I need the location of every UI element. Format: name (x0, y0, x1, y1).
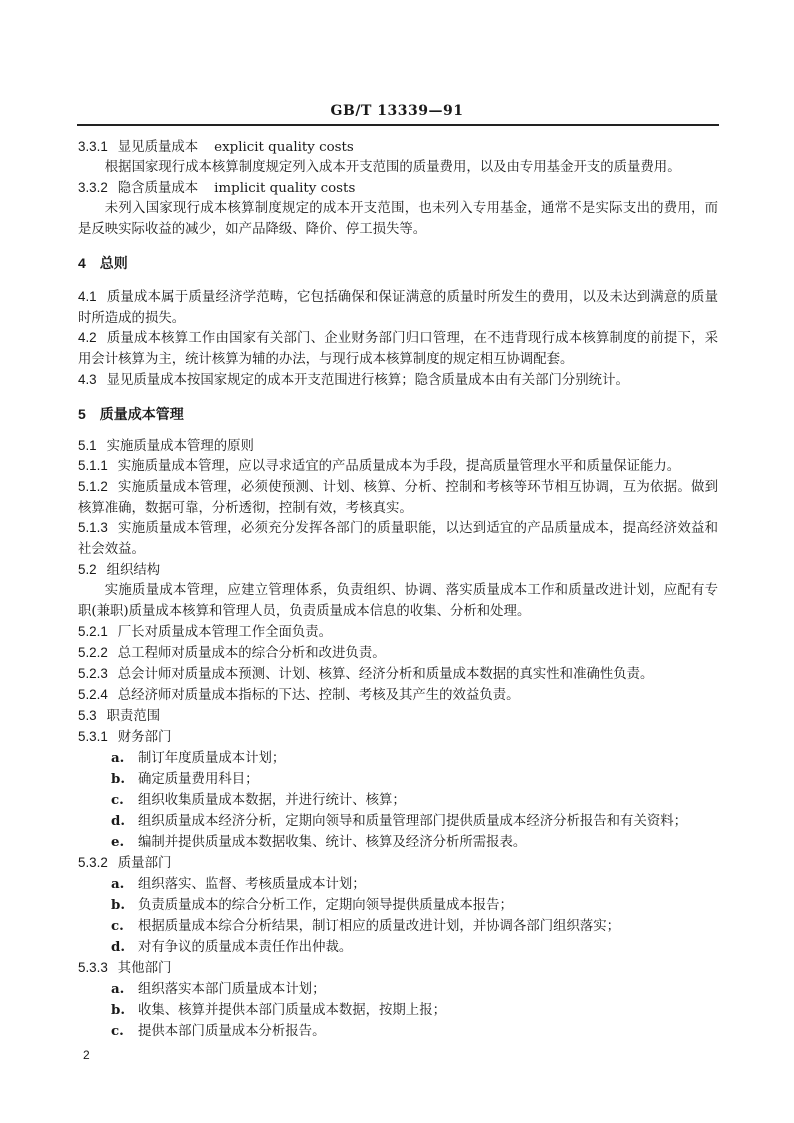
clause-5-1-2 (78, 477, 718, 520)
clause-number: 5.2 (78, 562, 97, 577)
list-item (111, 1000, 721, 1022)
clause-5-2-heading (78, 560, 718, 582)
clause-text: 质量成本核算工作由国家有关部门、企业财务部门归口管理，在不违背现行成本核算制度的前提下，采用会计核算为主，统计核算为辅的办法，与现行成本核算制度的规定相互协调配套。 (78, 331, 718, 367)
clause-title: 财务部门 (117, 730, 172, 745)
list-item (111, 832, 721, 854)
list-marker: b. (111, 1002, 126, 1018)
clause-4-3 (78, 370, 718, 392)
clause-5-2-3 (78, 664, 718, 686)
list-text: 根据质量成本综合分析结果，制订相应的质量改进计划，并协调各部门组织落实； (138, 919, 621, 934)
clause-title: 其他部门 (117, 961, 172, 976)
list-text: 组织落实本部门质量成本计划； (138, 982, 326, 997)
list-item (111, 1021, 721, 1043)
list-text: 编制并提供质量成本数据收集、统计、核算及经济分析所需报表。 (138, 835, 527, 850)
list-text: 确定质量费用科目； (138, 772, 259, 787)
clause-3-3-1-text: 根据国家现行成本核算制度规定列入成本开支范围的质量费用，以及由专用基金开支的质量费用。 (104, 160, 681, 175)
list-text: 提供本部门质量成本分析报告。 (138, 1024, 326, 1039)
clause-number: 5.2.2 (78, 645, 108, 660)
clause-3-3-1-heading (78, 137, 718, 159)
clause-text: 显见质量成本按国家规定的成本开支范围进行核算；隐含质量成本由有关部门分别统计。 (106, 373, 629, 388)
clause-number: 5.1 (78, 438, 97, 453)
clause-5-3-2-heading (78, 853, 718, 875)
clause-5-1-1 (78, 456, 718, 478)
list-text: 组织收集质量成本数据，并进行统计、核算； (138, 793, 406, 808)
section-title: 质量成本管理 (99, 406, 184, 422)
list-text: 组织落实、监督、考核质量成本计划； (138, 877, 366, 892)
list-marker: c. (111, 792, 124, 808)
list-marker: a. (111, 876, 125, 892)
list-item (111, 895, 721, 917)
clause-3-3-2-text: 未列入国家现行成本核算制度规定的成本开支范围，也未列入专用基金，通常不是实际支出的费用，而是反映实际收益的减少，如产品降级、降价、停工损失等。 (78, 201, 718, 237)
clause-5-3-heading (78, 706, 718, 728)
clause-5-2-1 (78, 622, 718, 644)
clause-number: 5.2.4 (78, 687, 108, 702)
clause-number: 3.3.1 (78, 139, 108, 154)
clause-number: 4.2 (78, 330, 97, 345)
list-marker: d. (111, 813, 126, 829)
clause-title: 职责范围 (106, 709, 161, 724)
clause-title: 隐含质量成本 (117, 181, 199, 196)
list-item (111, 811, 721, 833)
list-text: 制订年度质量成本计划； (138, 751, 286, 766)
clause-english-term: explicit quality costs (214, 140, 354, 155)
clause-text: 实施质量成本管理，必须充分发挥各部门的质量职能，以达到适宜的产品质量成本，提高经济效益和社会效益。 (78, 521, 718, 557)
clause-text: 厂长对质量成本管理工作全面负责。 (117, 625, 333, 640)
clause-number: 5.2.3 (78, 666, 108, 681)
page-number: 2 (83, 1048, 90, 1062)
clause-text: 总经济师对质量成本指标的下达、控制、考核及其产生的效益负责。 (117, 688, 520, 703)
section-number: 5 (78, 406, 86, 422)
list-marker: c. (111, 918, 124, 934)
list-marker: a. (111, 981, 125, 997)
list-text: 对有争议的质量成本责任作出仲裁。 (138, 940, 353, 955)
list-marker: d. (111, 939, 126, 955)
clause-number: 5.2.1 (78, 624, 108, 639)
clause-5-3-1-heading (78, 727, 718, 749)
clause-5-3-3-heading (78, 958, 718, 980)
clause-number: 5.3.2 (78, 855, 108, 870)
list-marker: b. (111, 897, 126, 913)
list-item (111, 874, 721, 896)
clause-title: 组织结构 (106, 563, 161, 578)
list-marker: e. (111, 834, 125, 850)
clause-3-3-2-heading (78, 178, 718, 200)
clause-number: 4.3 (78, 372, 97, 387)
section-title: 总则 (99, 255, 128, 271)
list-text: 组织质量成本经济分析，定期向领导和质量管理部门提供质量成本经济分析报告和有关资料； (138, 814, 688, 829)
clause-english-term: implicit quality costs (214, 181, 356, 196)
clause-text: 实施质量成本管理，必须使预测、计划、核算、分析、控制和考核等环节相互协调，互为依据。做到核算准确，数据可靠，分析透彻，控制有效，考核真实。 (78, 480, 718, 516)
clause-5-1-heading (78, 436, 718, 458)
list-item (111, 916, 721, 938)
clause-title: 显见质量成本 (117, 140, 199, 155)
list-text: 负责质量成本的综合分析工作，定期向领导提供质量成本报告； (138, 898, 513, 913)
list-item (111, 937, 721, 959)
list-item (111, 790, 721, 812)
clause-text: 总工程师对质量成本的综合分析和改进负责。 (117, 646, 386, 661)
list-item (111, 748, 721, 770)
clause-number: 5.1.2 (78, 479, 108, 494)
list-item (111, 979, 721, 1001)
clause-5-1-3 (78, 518, 718, 561)
section-5-heading (78, 404, 718, 425)
clause-number: 3.3.2 (78, 180, 108, 195)
clause-text: 质量成本属于质量经济学范畴，它包括确保和保证满意的质量时所发生的费用，以及未达到满意的质量时所造成的损失。 (78, 290, 718, 326)
header-rule (77, 124, 719, 126)
clause-number: 5.3.3 (78, 960, 108, 975)
clause-5-2-4 (78, 685, 718, 707)
section-number: 4 (78, 255, 86, 271)
clause-title: 实施质量成本管理的原则 (106, 439, 254, 454)
list-marker: b. (111, 771, 126, 787)
clause-text: 总会计师对质量成本预测、计划、核算、经济分析和质量成本数据的真实性和准确性负责。 (117, 667, 654, 682)
clause-4-2 (78, 328, 718, 371)
clause-5-2-text: 实施质量成本管理，应建立管理体系，负责组织、协调、落实质量成本工作和质量改进计划，应配有专职(兼职)质量成本核算和管理人员，负责质量成本信息的收集、分析和处理。 (78, 583, 718, 619)
clause-number: 5.3.1 (78, 729, 108, 744)
clause-5-2-2 (78, 643, 718, 665)
list-text: 收集、核算并提供本部门质量成本数据，按期上报； (138, 1003, 446, 1018)
clause-number: 5.1.1 (78, 458, 108, 473)
clause-number: 5.1.3 (78, 520, 108, 535)
list-item (111, 769, 721, 791)
section-4-heading (78, 253, 718, 274)
list-marker: c. (111, 1023, 124, 1039)
clause-4-1 (78, 287, 718, 330)
clause-number: 5.3 (78, 708, 97, 723)
list-marker: a. (111, 750, 125, 766)
standard-code-header: GB/T 13339—91 (330, 103, 464, 119)
clause-number: 4.1 (78, 289, 97, 304)
clause-text: 实施质量成本管理，应以寻求适宜的产品质量成本为手段，提高质量管理水平和质量保证能力。 (117, 459, 681, 474)
clause-title: 质量部门 (117, 856, 172, 871)
